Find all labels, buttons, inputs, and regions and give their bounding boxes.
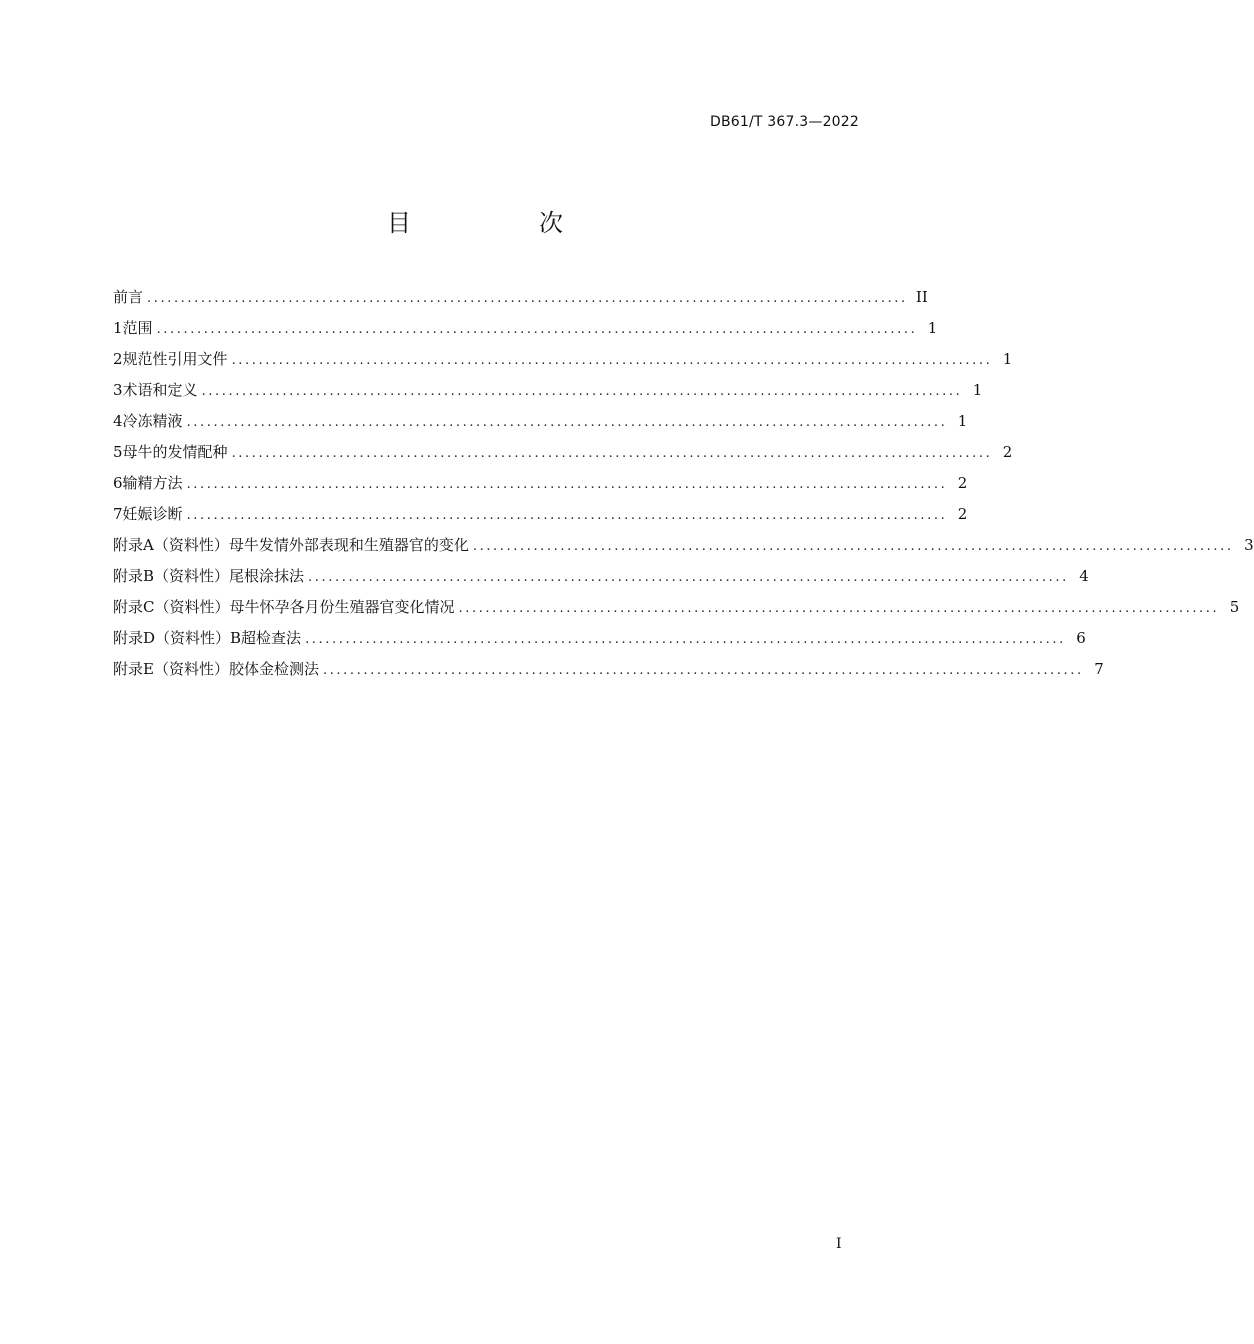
toc-entry-label: 前言	[113, 288, 144, 306]
toc-entry-page: 1	[927, 319, 938, 337]
toc-entry-label: 尾根涂抹法	[229, 567, 305, 585]
dot-leader: .................................................................................................................	[186, 477, 948, 492]
dot-leader: .................................................................................................................	[147, 291, 908, 306]
toc-entry-page: 6	[1076, 629, 1086, 647]
toc-entry-appendix-e[interactable]	[113, 654, 1104, 685]
toc-entry-4[interactable]	[113, 406, 968, 437]
dot-leader: .................................................................................................................	[322, 663, 1084, 678]
toc-entry-number: 4	[113, 412, 123, 430]
toc-entry-number: 5	[113, 443, 123, 461]
toc-entry-page: 3	[1244, 536, 1254, 554]
toc-entry-label: 母牛发情外部表现和生殖器官的变化	[228, 536, 469, 554]
toc-appendix-label: 附录D（资料性）	[113, 629, 231, 647]
toc-entry-page: 2	[957, 505, 968, 523]
toc-entry-2[interactable]	[113, 344, 1013, 375]
toc-entry-number: 6	[113, 474, 123, 492]
toc-entry-appendix-d[interactable]	[113, 623, 1086, 654]
toc-entry-3[interactable]	[113, 375, 983, 406]
toc-entry-label: 术语和定义	[122, 381, 198, 399]
toc-appendix-label: 附录C（资料性）	[113, 598, 230, 616]
toc-entry-number: 1	[113, 319, 123, 337]
page-title: 目 次	[387, 209, 615, 237]
standard-code: DB61/T 367.3—2022	[709, 114, 859, 130]
toc-entry-label: 母牛的发情配种	[122, 443, 228, 461]
toc-entry-page: 5	[1229, 598, 1240, 616]
dot-leader: .................................................................................................................	[186, 508, 948, 523]
toc-entry-page: 4	[1079, 567, 1089, 585]
toc-entry-page: 1	[957, 412, 968, 430]
toc-entry-number: 7	[113, 505, 123, 523]
toc-entry-number: 3	[113, 381, 123, 399]
toc-entry-label: 范围	[122, 319, 153, 337]
toc-entry-page: 1	[1002, 350, 1013, 368]
toc-entry-7[interactable]	[113, 499, 968, 530]
toc-entry-1[interactable]	[113, 313, 938, 344]
toc-entry-6[interactable]	[113, 468, 968, 499]
toc-entry-appendix-c[interactable]	[113, 592, 1240, 623]
dot-leader: .................................................................................................................	[472, 539, 1234, 554]
dot-leader: .................................................................................................................	[231, 446, 993, 461]
dot-leader: .................................................................................................................	[156, 322, 918, 337]
dot-leader: .................................................................................................................	[231, 353, 993, 368]
toc-entry-foreword[interactable]	[113, 282, 928, 313]
toc-entry-number: 2	[113, 350, 123, 368]
toc-entry-page: 7	[1094, 660, 1104, 678]
toc-appendix-label: 附录A（资料性）	[113, 536, 229, 554]
toc-entry-label: 胶体金检测法	[228, 660, 319, 678]
toc-entry-page: 2	[957, 474, 968, 492]
page-number: I	[836, 1236, 842, 1252]
dot-leader: .................................................................................................................	[458, 601, 1220, 616]
toc-appendix-label: 附录B（资料性）	[113, 567, 230, 585]
toc-entry-5[interactable]	[113, 437, 1013, 468]
toc-entry-label: 妊娠诊断	[122, 505, 183, 523]
toc-entry-appendix-a[interactable]	[113, 530, 1254, 561]
toc-appendix-label: 附录E（资料性）	[113, 660, 229, 678]
dot-leader: .................................................................................................................	[186, 415, 948, 430]
toc-entry-label: 输精方法	[122, 474, 183, 492]
dot-leader: .................................................................................................................	[308, 570, 1069, 585]
dot-leader: .................................................................................................................	[201, 384, 963, 399]
toc-entry-label: B超检查法	[230, 629, 302, 647]
toc-entry-label: 冷冻精液	[122, 412, 183, 430]
toc-entry-page: II	[915, 288, 928, 306]
toc-entry-page: 2	[1002, 443, 1013, 461]
toc-entry-label: 规范性引用文件	[122, 350, 228, 368]
dot-leader: .................................................................................................................	[305, 632, 1066, 647]
table-of-contents	[113, 282, 1254, 685]
toc-entry-appendix-b[interactable]	[113, 561, 1089, 592]
toc-entry-page: 1	[972, 381, 983, 399]
toc-entry-label: 母牛怀孕各月份生殖器官变化情况	[229, 598, 455, 616]
